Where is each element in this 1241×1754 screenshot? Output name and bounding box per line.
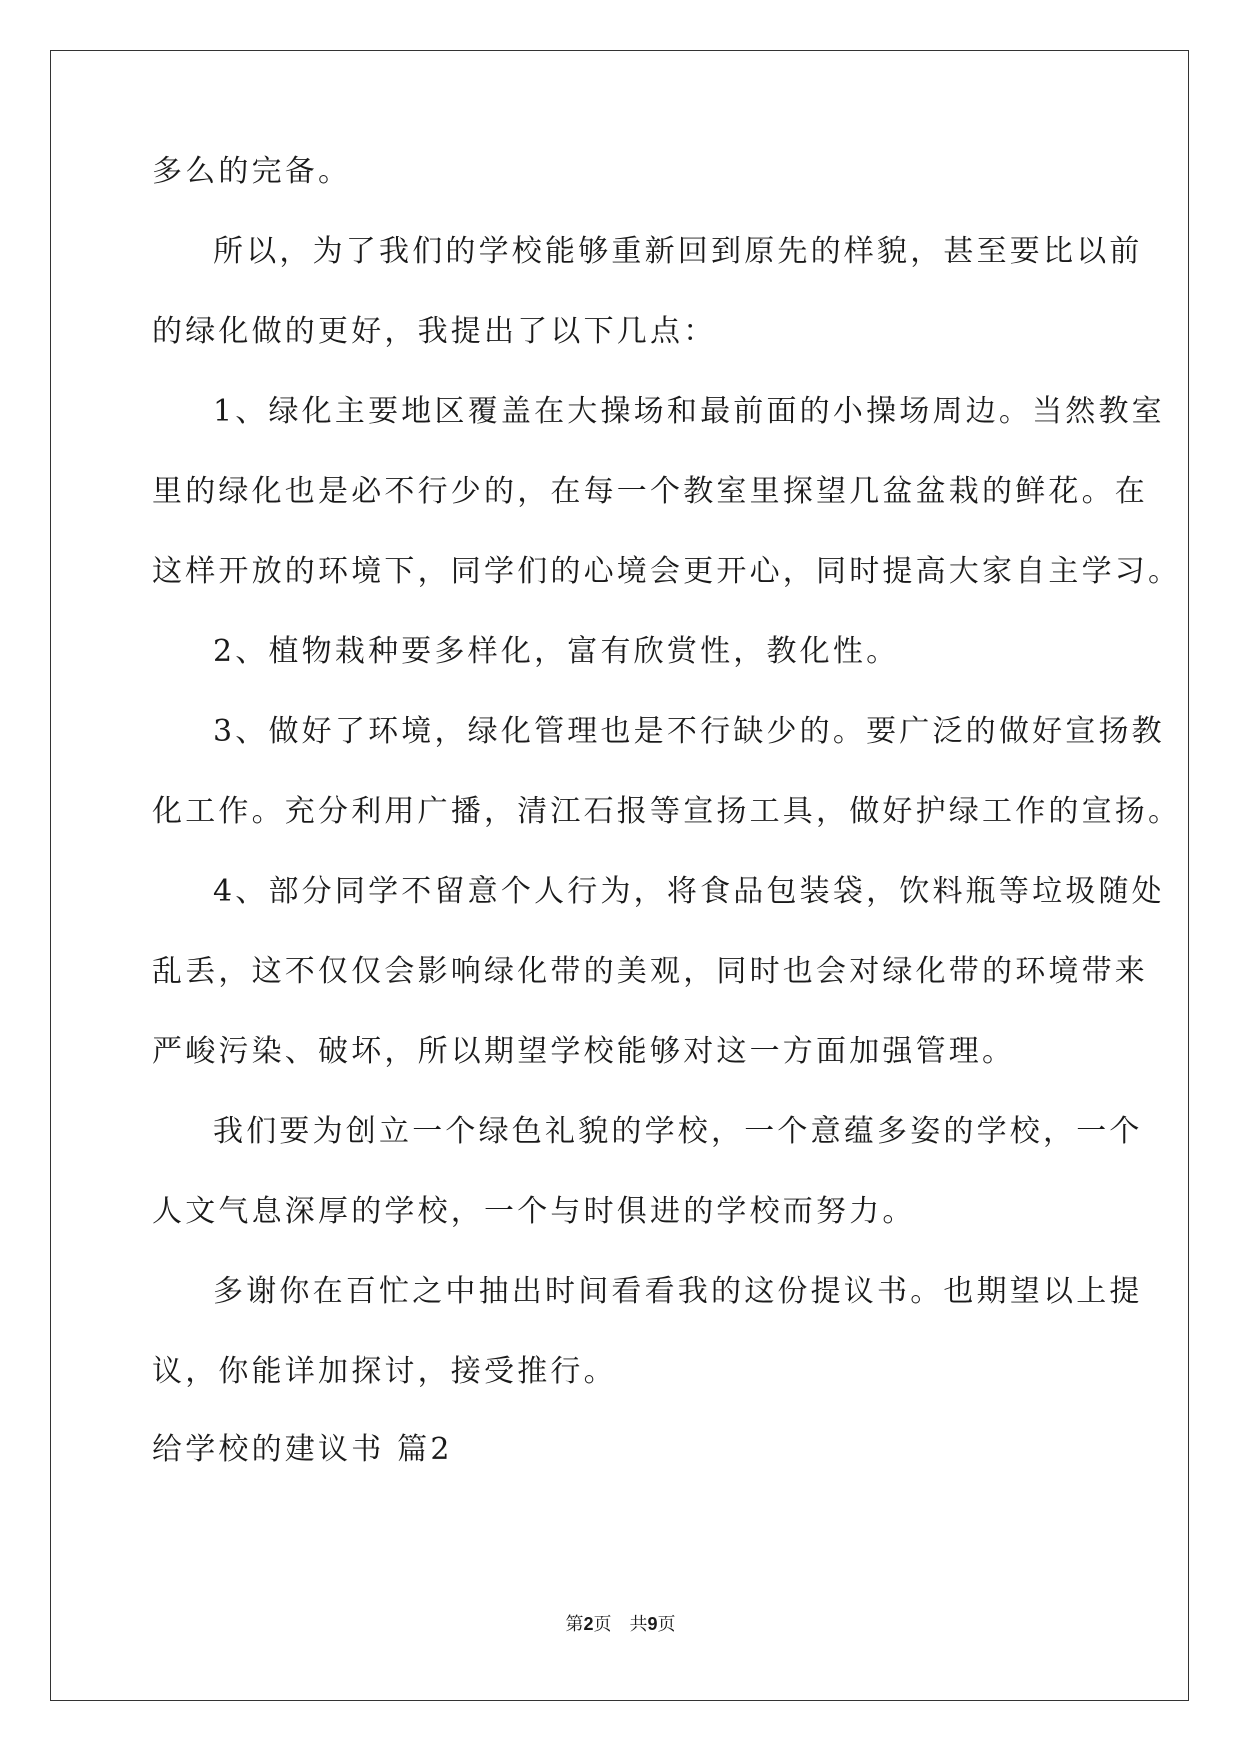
page-footer xyxy=(0,1612,1241,1637)
text-line: 严峻污染、破坏，所以期望学校能够对这一方面加强管理。 xyxy=(152,1034,1016,1069)
text-line: 里的绿化也是必不行少的，在每一个教室里探望几盆盆栽的鲜花。在 xyxy=(152,474,1148,509)
text-line: 这样开放的环境下，同学们的心境会更开心，同时提高大家自主学习。 xyxy=(152,554,1182,589)
text-line: 的绿化做的更好，我提出了以下几点： xyxy=(152,314,717,349)
text-line: 人文气息深厚的学校，一个与时俱进的学校而努力。 xyxy=(152,1194,916,1229)
text-line: 我们要为创立一个绿色礼貌的学校，一个意蕴多姿的学校，一个 xyxy=(213,1114,1143,1149)
page-mid: 页 共 xyxy=(593,1614,648,1635)
text-line: 4、部分同学不留意个人行为，将食品包装袋，饮料瓶等垃圾随处 xyxy=(213,874,1165,909)
page-prefix: 第 xyxy=(565,1614,584,1635)
text-line: 1、绿化主要地区覆盖在大操场和最前面的小操场周边。当然教室 xyxy=(213,394,1165,429)
text-line: 3、做好了环境，绿化管理也是不行缺少的。要广泛的做好宣扬教 xyxy=(213,714,1165,749)
text-line: 所以，为了我们的学校能够重新回到原先的样貌，甚至要比以前 xyxy=(213,234,1143,269)
page-current: 2 xyxy=(583,1614,594,1634)
page-suffix: 页 xyxy=(657,1614,676,1635)
text-line: 乱丢，这不仅仅会影响绿化带的美观，同时也会对绿化带的环境带来 xyxy=(152,954,1148,989)
text-line: 议，你能详加探讨，接受推行。 xyxy=(152,1354,617,1389)
page-total: 9 xyxy=(647,1614,658,1634)
text-line: 多谢你在百忙之中抽出时间看看我的这份提议书。也期望以上提 xyxy=(213,1274,1143,1309)
text-line: 化工作。充分利用广播，清江石报等宣扬工具，做好护绿工作的宣扬。 xyxy=(152,794,1182,829)
text-line: 多么的完备。 xyxy=(152,154,352,189)
section-heading: 给学校的建议书 篇2 xyxy=(152,1432,453,1467)
text-line: 2、植物栽种要多样化，富有欣赏性，教化性。 xyxy=(213,634,900,669)
